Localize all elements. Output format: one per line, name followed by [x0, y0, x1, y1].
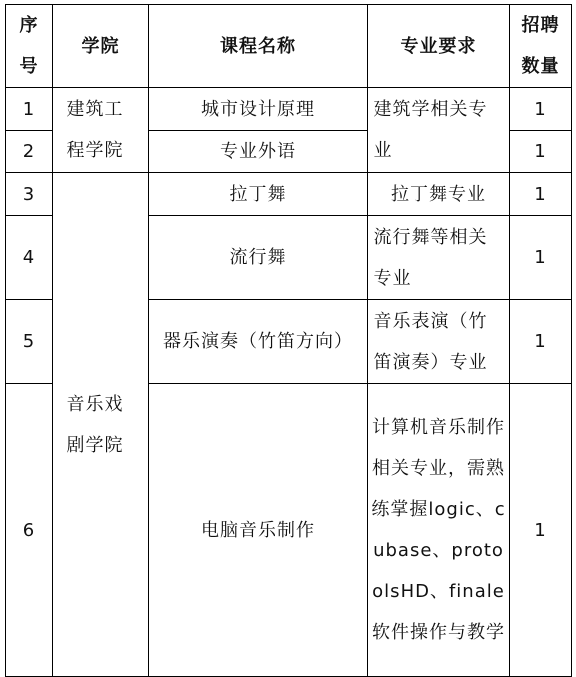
cell-quota: 1	[510, 300, 572, 384]
header-seq: 序号	[6, 5, 53, 88]
header-quota: 招聘数量	[510, 5, 572, 88]
cell-quota: 1	[510, 88, 572, 131]
cell-requirement: 流行舞等相关专业	[368, 216, 510, 300]
cell-quota: 1	[510, 216, 572, 300]
cell-seq: 4	[6, 216, 53, 300]
cell-course: 专业外语	[149, 131, 368, 173]
cell-seq: 6	[6, 384, 53, 677]
table-row	[6, 173, 572, 216]
cell-requirement-arch: 建筑学相关专业	[368, 88, 510, 173]
cell-college-arch: 建筑工程学院	[53, 88, 149, 173]
header-row	[6, 5, 572, 88]
cell-course: 流行舞	[149, 216, 368, 300]
cell-requirement: 音乐表演（竹笛演奏）专业	[368, 300, 510, 384]
cell-course: 城市设计原理	[149, 88, 368, 131]
cell-quota: 1	[510, 173, 572, 216]
table-row	[6, 88, 572, 131]
recruitment-table	[5, 4, 572, 677]
header-requirement: 专业要求	[368, 5, 510, 88]
header-course: 课程名称	[149, 5, 368, 88]
cell-quota: 1	[510, 131, 572, 173]
header-college: 学院	[53, 5, 149, 88]
cell-requirement: 拉丁舞专业	[368, 173, 510, 216]
cell-course: 拉丁舞	[149, 173, 368, 216]
cell-quota: 1	[510, 384, 572, 677]
cell-seq: 2	[6, 131, 53, 173]
cell-requirement: 计算机音乐制作相关专业，需熟练掌握logic、cubase、protoolsHD、finale软件操作与教学	[368, 384, 510, 677]
cell-course: 器乐演奏（竹笛方向）	[149, 300, 368, 384]
cell-course: 电脑音乐制作	[149, 384, 368, 677]
cell-seq: 1	[6, 88, 53, 131]
cell-college-music: 音乐戏剧学院	[53, 173, 149, 677]
cell-seq: 5	[6, 300, 53, 384]
cell-seq: 3	[6, 173, 53, 216]
